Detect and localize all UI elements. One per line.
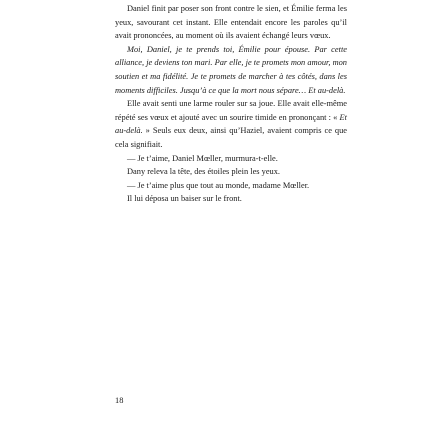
paragraph-6-text: — Je t’aime plus que tout au monde, madame Mœller.: [127, 180, 310, 190]
paragraph-3-text-b-italic: Et au-delà.: [115, 112, 347, 136]
paragraph-1-text: Daniel finit par poser son front contre le sien, et Émilie ferma les yeux, savourant cet instant. Elle entendait encore les paroles qu’il avait prononcées, au moment où ils avaient échangé leurs vœux.: [115, 4, 347, 41]
paragraph-7: [115, 192, 347, 206]
paragraph-4-dialogue: [115, 152, 347, 166]
paragraph-2-text: Moi, Daniel, je te prends toi, Émilie pour épouse. Par cette alliance, je deviens ton mari. Par elle, je te promets mon amour, mon soutien et ma fidélité. Je te promets de marcher à tes côtés, dans les moments difficiles. Jusqu’à ce que la mort nous sépare… Et au-delà.: [115, 44, 347, 95]
paragraph-2-vows: [115, 43, 347, 97]
paragraph-3-text-a: Elle avait senti une larme rouler sur sa joue. Elle avait elle-même répété ses vœux et ajouté avec un sourire timide en prononçant : «: [115, 99, 347, 122]
paragraph-5: [115, 165, 347, 179]
page-number: 18: [115, 396, 124, 405]
paragraph-7-text: Il lui déposa un baiser sur le front.: [127, 194, 242, 204]
paragraph-5-text: Dany releva la tête, des étoiles plein les yeux.: [127, 167, 281, 177]
body-text: [115, 2, 347, 206]
paragraph-4-text: — Je t’aime, Daniel Mœller, murmura-t-elle.: [127, 153, 278, 163]
paragraph-3: [115, 97, 347, 151]
paragraph-3-text-c: » Seuls eux deux, ainsi qu’Haziel, avaient compris ce que cela signifiait.: [115, 126, 347, 149]
paragraph-1: [115, 2, 347, 43]
paragraph-6-dialogue: [115, 179, 347, 193]
